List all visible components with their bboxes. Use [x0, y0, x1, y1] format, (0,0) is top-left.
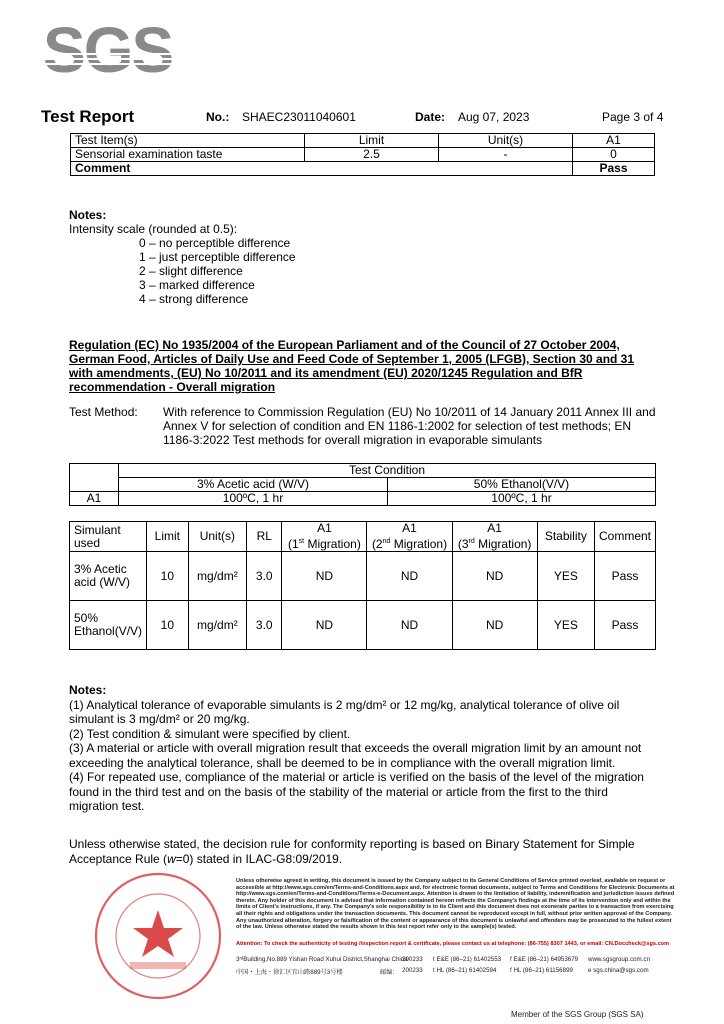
note-item: (3) A material or article with overall migration result that exceeds the overall migration limit by an amount not exceeding the analytical tolerance, shall be deemed to be in compliance with the overall migration limit.	[69, 741, 642, 770]
report-title: Test Report	[41, 107, 135, 126]
notes-section	[69, 208, 237, 236]
intensity-scale-intro: Intensity scale (rounded at 0.5):	[69, 222, 238, 236]
svg-text:SGS: SGS	[43, 18, 173, 76]
report-no-label: No.:	[206, 110, 230, 124]
header-rl: RL	[247, 522, 282, 552]
postcode: 200233	[402, 967, 423, 974]
cell-2nd-migration: ND	[367, 601, 452, 650]
address-en: 3ʳᵈBuilding,No.889 Yishan Road Xuhui District,Shanghai China	[236, 956, 408, 963]
list-item: 3 – marked difference	[139, 278, 255, 292]
cell-sample: A1	[70, 492, 119, 506]
header-simulant: Simulant used	[70, 522, 147, 552]
ordinal-suffix: st	[298, 538, 305, 545]
cell-1st-migration: ND	[282, 601, 367, 650]
cell-simulant: 3% Acetic acid (W/V)	[70, 552, 147, 601]
cell-test-item: Sensorial examination taste	[71, 148, 305, 162]
cell-1st-migration: ND	[282, 552, 367, 601]
header-ethanol: 50% Ethanol(V/V)	[388, 478, 656, 492]
sgs-member-line: Member of the SGS Group (SGS SA)	[511, 1010, 644, 1019]
notes-title: Notes:	[69, 683, 107, 697]
report-date: Aug 07, 2023	[458, 110, 530, 124]
telephone: t HL (86–21) 61402594	[433, 967, 497, 974]
header-a1: A1	[317, 521, 332, 535]
cell-unit: -	[439, 148, 573, 162]
comment-value: Pass	[573, 162, 655, 176]
report-date-label: Date:	[415, 110, 446, 124]
cell-comment: Pass	[594, 601, 655, 650]
header-stability: Stability	[537, 522, 594, 552]
telephone: t E&E (86–21) 61402553	[433, 956, 502, 963]
cell-limit: 2.5	[305, 148, 439, 162]
header-test-item: Test Item(s)	[71, 134, 305, 148]
report-no: SHAEC23011040601	[242, 110, 356, 124]
header-3rd-migration	[452, 522, 537, 552]
decision-rule	[69, 837, 669, 866]
header-unit: Unit(s)	[188, 522, 247, 552]
comment-label: Comment	[71, 162, 573, 176]
fax: f HL (86–21) 61156899	[510, 967, 573, 974]
table-header-row	[70, 478, 656, 492]
cell-unit: mg/dm²	[188, 601, 247, 650]
cell-limit: 10	[147, 601, 189, 650]
decision-rule-text: Unless otherwise stated, the decision rule for conformity reporting is based on Binary Statement for Simple Acceptance Rule (	[69, 837, 635, 866]
list-item: 4 – strong difference	[139, 292, 249, 306]
migration-prefix: (3	[457, 537, 469, 551]
header-1st-migration	[282, 522, 367, 552]
decision-rule-text-end: =0) stated in ILAC-G8:09/2019.	[175, 851, 343, 866]
cell-rl: 3.0	[247, 601, 282, 650]
migration-suffix: Migration)	[304, 537, 361, 551]
regulation-heading: Regulation (EC) No 1935/2004 of the European Parliament and of the Council of 27 October 2004, German Food, Articles of Daily Use and Feed Code of September 1, 2005 (LFGB), Section 30 and 31 with amendments, (EU) No 10/2011 and its amendment (EU) 2020/1245 Regulation and BfR recommendation - Overall migration	[69, 338, 635, 394]
cell-stability: YES	[537, 552, 594, 601]
header-limit: Limit	[147, 522, 189, 552]
test-method-text: With reference to Commission Regulation (EU) No 10/2011 of 14 January 2011 Annex III and Annex V for selection of condition and EN 1186-1:2002 for selection of test methods; EN 1186-3:2022 Test methods for overall migration in evaporable simulants	[163, 405, 656, 447]
list-item: 0 – no perceptible difference	[139, 236, 291, 250]
header-unit: Unit(s)	[439, 134, 573, 148]
postcode-label: 邮编:	[380, 969, 395, 976]
inspection-stamp	[88, 866, 238, 1016]
note-item: (4) For repeated use, compliance of the material or article is verified on the basis of the level of the migration found in the third test and on the basis of the stability of the material or article from the first to the third migration test.	[69, 770, 644, 813]
ordinal-suffix: rd	[468, 538, 475, 545]
cell-unit: mg/dm²	[188, 552, 247, 601]
decision-rule-w: w	[167, 851, 176, 866]
table-header-row	[71, 134, 655, 148]
cell-ethanol-condition: 100ºC, 1 hr	[388, 492, 656, 506]
header-acetic-acid: 3% Acetic acid (W/V)	[119, 478, 388, 492]
cell-limit: 10	[147, 552, 189, 601]
website: www.sgsgroup.com.cn	[588, 956, 650, 963]
header-a1: A1	[402, 521, 417, 535]
table-row	[70, 601, 656, 650]
postcode: 200233	[402, 956, 423, 963]
header-comment: Comment	[594, 522, 655, 552]
migration-results-table	[69, 521, 656, 650]
cell-a1: 0	[573, 148, 655, 162]
list-item: 1 – just perceptible difference	[139, 250, 296, 264]
table-header-row	[70, 522, 656, 552]
header-2nd-migration	[367, 522, 452, 552]
migration-suffix: Migration)	[390, 537, 448, 551]
cell-stability: YES	[537, 601, 594, 650]
migration-prefix: (1	[288, 537, 299, 551]
cell-rl: 3.0	[247, 552, 282, 601]
authenticity-alert: Attention: To check the authenticity of testing /inspection report & certificate, please contact us at telephone: (86-755) 8307 1443, or email: CN.Doccheck@sgs.com	[236, 941, 670, 947]
header-test-condition: Test Condition	[119, 464, 656, 478]
header-limit: Limit	[305, 134, 439, 148]
migration-prefix: (2	[371, 537, 383, 551]
ordinal-suffix: nd	[382, 538, 391, 545]
cell-acetic-condition: 100ºC, 1 hr	[119, 492, 388, 506]
legal-fine-print: Unless otherwise agreed in writing, this document is issued by the Company subject to its General Conditions of Service printed overleaf, available on request or accessible at http://www.sgs.com/en/Terms-and-Conditions.aspx and, for electronic format documents, subject to Terms and Conditions for Electronic Documents at http://www.sgs.com/en/Terms-and-Conditions/Terms-e-Document.aspx. Attention is drawn to the limitation of liability, indemnification and jurisdiction issues defined therein. Any holder of this document is advised that information contained hereon reflects the Company's findings at the time of its intervention only and within the limits of Client's instructions, if any. The Company's sole responsibility is to its Client and this document does not exonerate parties to a transaction from exercising all their rights and obligations under the transaction documents. This document cannot be reproduced except in full, without prior written approval of the Company. Any unauthorized alteration, forgery or falsification of the content or appearance of this document is unlawful and offenders may be prosecuted to the fullest extent of the law. Unless otherwise stated the results shown in this test report refer only to the sample(s) tested.	[236, 878, 675, 931]
migration-suffix: Migration)	[474, 537, 532, 551]
notes-title: Notes:	[69, 208, 107, 222]
intensity-scale-list	[139, 236, 296, 306]
test-condition-table	[69, 463, 656, 506]
note-item: (1) Analytical tolerance of evaporable simulants is 2 mg/dm² or 12 mg/kg, analytical tolerance of olive oil simulant is 3 mg/dm² or 20 mg/kg.	[69, 697, 620, 726]
list-item: 2 – slight difference	[139, 264, 243, 278]
table-header-row	[70, 464, 656, 478]
email: e sgs.china@sgs.com	[588, 967, 649, 974]
table-row	[70, 552, 656, 601]
table-row	[70, 492, 656, 506]
table-row	[71, 148, 655, 162]
header-a1: A1	[487, 521, 502, 535]
fax: f E&E (86–21) 64953679	[510, 956, 579, 963]
empty-corner-cell	[70, 464, 119, 492]
cell-simulant: 50% Ethanol(V/V)	[70, 601, 147, 650]
cell-3rd-migration: ND	[452, 601, 537, 650]
page-number: Page 3 of 4	[602, 110, 664, 124]
cell-3rd-migration: ND	[452, 552, 537, 601]
cell-comment: Pass	[594, 552, 655, 601]
test-method-label: Test Method:	[69, 405, 138, 419]
header-a1: A1	[573, 134, 655, 148]
migration-notes	[69, 683, 659, 814]
comment-row	[71, 162, 655, 176]
address-cn: 中国・上海・徐汇区宜山路889号3号楼	[236, 969, 343, 976]
sgs-logo	[41, 18, 196, 76]
sensorial-table	[70, 133, 655, 176]
cell-2nd-migration: ND	[367, 552, 452, 601]
note-item: (2) Test condition & simulant were specified by client.	[69, 726, 351, 741]
